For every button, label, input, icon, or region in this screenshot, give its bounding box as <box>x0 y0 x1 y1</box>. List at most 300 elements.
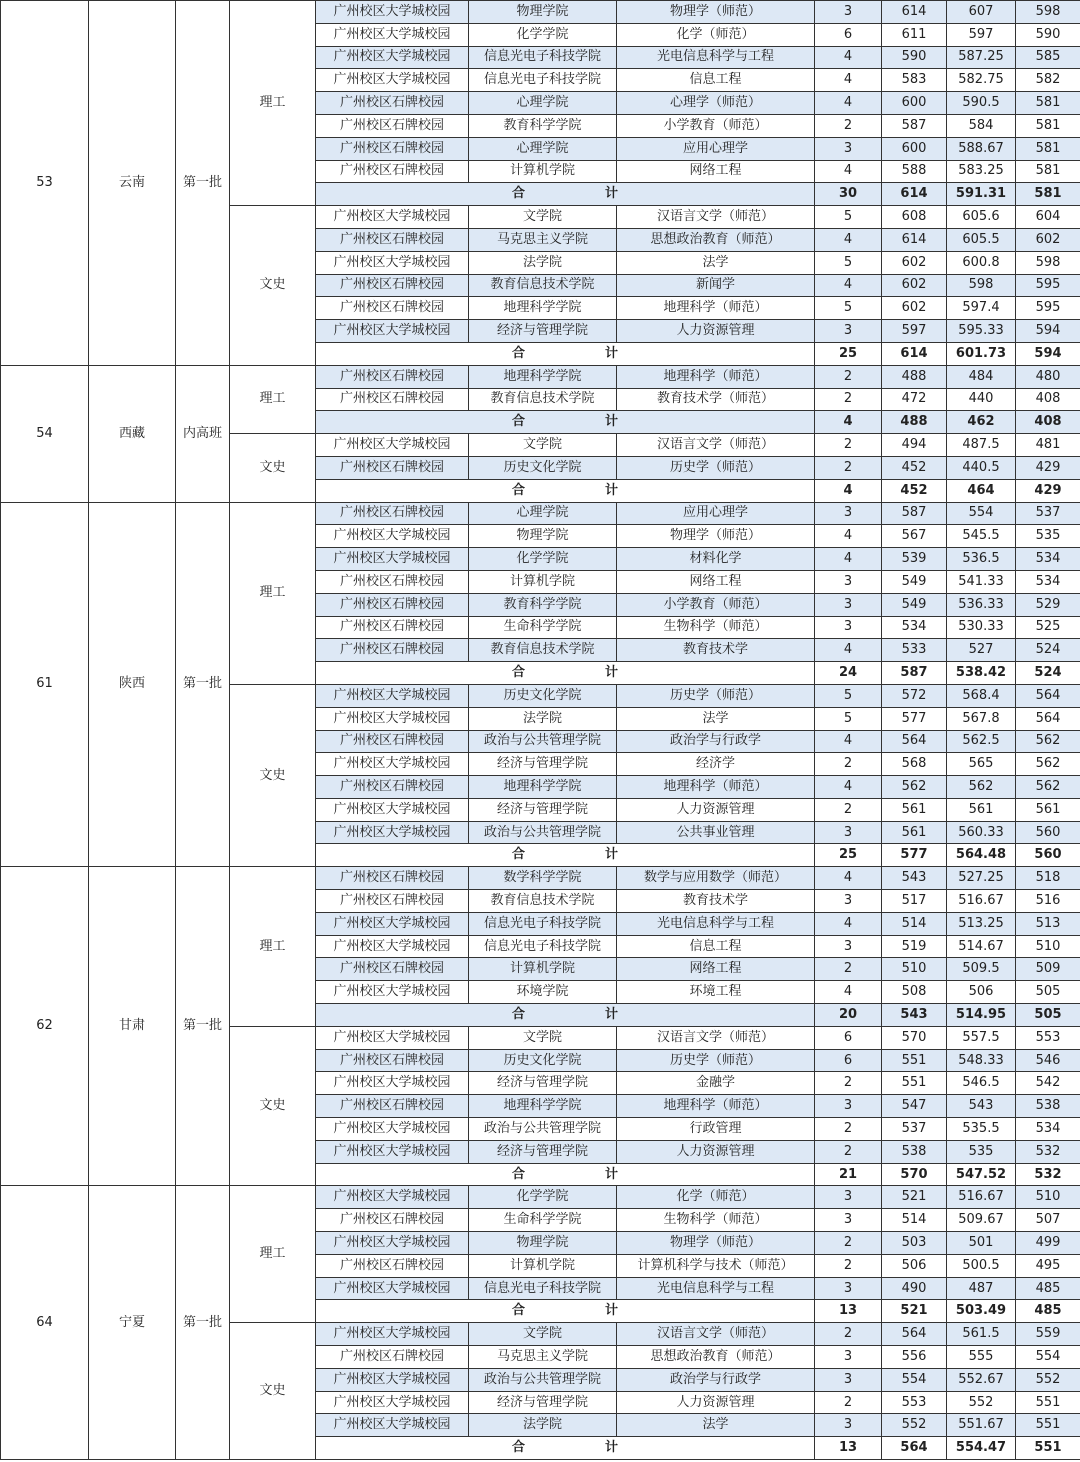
major-cell: 思想政治教育（师范） <box>617 1346 815 1369</box>
max-score-cell: 533 <box>882 639 947 662</box>
campus-cell: 广州校区大学城校园 <box>316 1277 469 1300</box>
college-cell: 政治与公共管理学院 <box>469 730 617 753</box>
total-label-char-2: 计 <box>605 414 619 430</box>
campus-cell: 广州校区石牌校园 <box>316 1254 469 1277</box>
campus-cell: 广州校区石牌校园 <box>316 502 469 525</box>
campus-cell: 广州校区大学城校园 <box>316 23 469 46</box>
campus-cell: 广州校区石牌校园 <box>316 890 469 913</box>
subject-type: 理工 <box>230 365 316 433</box>
min-score-cell: 553 <box>1016 1026 1080 1049</box>
max-score-cell: 506 <box>882 1254 947 1277</box>
avg-score-cell: 500.5 <box>947 1254 1016 1277</box>
min-score-cell: 481 <box>1016 434 1080 457</box>
min-score-cell: 524 <box>1016 639 1080 662</box>
max-score-cell: 590 <box>882 46 947 69</box>
subject-type: 理工 <box>230 867 316 1027</box>
college-cell: 经济与管理学院 <box>469 320 617 343</box>
min-score-cell: 542 <box>1016 1072 1080 1095</box>
min-score-cell: 532 <box>1016 1140 1080 1163</box>
max-score-cell: 614 <box>882 1 947 24</box>
enrollment-count-cell: 4 <box>815 867 882 890</box>
min-score-cell: 518 <box>1016 867 1080 890</box>
enrollment-count-cell: 2 <box>815 1118 882 1141</box>
total-max-cell: 577 <box>882 844 947 867</box>
max-score-cell: 539 <box>882 548 947 571</box>
avg-score-cell: 597.4 <box>947 297 1016 320</box>
avg-score-cell: 560.33 <box>947 821 1016 844</box>
max-score-cell: 514 <box>882 1209 947 1232</box>
subject-type: 文史 <box>230 206 316 366</box>
campus-cell: 广州校区大学城校园 <box>316 1140 469 1163</box>
min-score-cell: 534 <box>1016 548 1080 571</box>
avg-score-cell: 561 <box>947 798 1016 821</box>
min-score-cell: 562 <box>1016 753 1080 776</box>
college-cell: 历史文化学院 <box>469 684 617 707</box>
min-score-cell: 507 <box>1016 1209 1080 1232</box>
province-number: 61 <box>1 502 89 867</box>
enrollment-count-cell: 2 <box>815 1232 882 1255</box>
campus-cell: 广州校区石牌校园 <box>316 365 469 388</box>
min-score-cell: 546 <box>1016 1049 1080 1072</box>
max-score-cell: 561 <box>882 821 947 844</box>
max-score-cell: 549 <box>882 593 947 616</box>
min-score-cell: 551 <box>1016 1391 1080 1414</box>
major-cell: 汉语言文学（师范） <box>617 434 815 457</box>
campus-cell: 广州校区大学城校园 <box>316 981 469 1004</box>
province-name: 宁夏 <box>89 1186 176 1460</box>
enrollment-count-cell: 2 <box>815 114 882 137</box>
campus-cell: 广州校区石牌校园 <box>316 639 469 662</box>
major-cell: 公共事业管理 <box>617 821 815 844</box>
max-score-cell: 538 <box>882 1140 947 1163</box>
max-score-cell: 611 <box>882 23 947 46</box>
enrollment-count-cell: 4 <box>815 776 882 799</box>
major-cell: 新闻学 <box>617 274 815 297</box>
total-label-char-1: 合 <box>511 186 525 202</box>
avg-score-cell: 535 <box>947 1140 1016 1163</box>
avg-score-cell: 543 <box>947 1095 1016 1118</box>
total-label <box>316 183 815 206</box>
enrollment-count-cell: 4 <box>815 274 882 297</box>
min-score-cell: 598 <box>1016 1 1080 24</box>
avg-score-cell: 513.25 <box>947 912 1016 935</box>
total-min-cell: 429 <box>1016 479 1080 502</box>
max-score-cell: 534 <box>882 616 947 639</box>
min-score-cell: 602 <box>1016 228 1080 251</box>
enrollment-count-cell: 2 <box>815 456 882 479</box>
campus-cell: 广州校区石牌校园 <box>316 1209 469 1232</box>
enrollment-count-cell: 4 <box>815 46 882 69</box>
college-cell: 化学学院 <box>469 23 617 46</box>
total-max-cell: 452 <box>882 479 947 502</box>
campus-cell: 广州校区大学城校园 <box>316 525 469 548</box>
min-score-cell: 480 <box>1016 365 1080 388</box>
college-cell: 经济与管理学院 <box>469 1391 617 1414</box>
enrollment-count-cell: 4 <box>815 981 882 1004</box>
enrollment-count-cell: 3 <box>815 1277 882 1300</box>
college-cell: 计算机学院 <box>469 570 617 593</box>
campus-cell: 广州校区石牌校园 <box>316 274 469 297</box>
total-label-char-2: 计 <box>605 847 619 863</box>
max-score-cell: 508 <box>882 981 947 1004</box>
max-score-cell: 588 <box>882 160 947 183</box>
avg-score-cell: 590.5 <box>947 92 1016 115</box>
avg-score-cell: 583.25 <box>947 160 1016 183</box>
college-cell: 地理科学学院 <box>469 365 617 388</box>
enrollment-count-cell: 3 <box>815 137 882 160</box>
max-score-cell: 562 <box>882 776 947 799</box>
max-score-cell: 602 <box>882 297 947 320</box>
major-cell: 教育技术学 <box>617 890 815 913</box>
major-cell: 物理学（师范） <box>617 1 815 24</box>
campus-cell: 广州校区石牌校园 <box>316 730 469 753</box>
max-score-cell: 549 <box>882 570 947 593</box>
avg-score-cell: 597 <box>947 23 1016 46</box>
college-cell: 经济与管理学院 <box>469 1140 617 1163</box>
campus-cell: 广州校区大学城校园 <box>316 1414 469 1437</box>
max-score-cell: 602 <box>882 274 947 297</box>
total-count-cell: 25 <box>815 844 882 867</box>
enrollment-count-cell: 2 <box>815 1072 882 1095</box>
min-score-cell: 552 <box>1016 1368 1080 1391</box>
avg-score-cell: 582.75 <box>947 69 1016 92</box>
college-cell: 马克思主义学院 <box>469 1346 617 1369</box>
enrollment-count-cell: 5 <box>815 707 882 730</box>
min-score-cell: 554 <box>1016 1346 1080 1369</box>
admission-batch: 第一批 <box>176 1 230 366</box>
campus-cell: 广州校区大学城校园 <box>316 1186 469 1209</box>
max-score-cell: 551 <box>882 1049 947 1072</box>
enrollment-count-cell: 4 <box>815 228 882 251</box>
admission-batch: 内高班 <box>176 365 230 502</box>
avg-score-cell: 501 <box>947 1232 1016 1255</box>
college-cell: 教育信息技术学院 <box>469 639 617 662</box>
min-score-cell: 581 <box>1016 92 1080 115</box>
max-score-cell: 452 <box>882 456 947 479</box>
enrollment-count-cell: 3 <box>815 616 882 639</box>
total-label-char-2: 计 <box>605 186 619 202</box>
avg-score-cell: 527.25 <box>947 867 1016 890</box>
avg-score-cell: 561.5 <box>947 1323 1016 1346</box>
enrollment-count-cell: 4 <box>815 92 882 115</box>
campus-cell: 广州校区大学城校园 <box>316 1 469 24</box>
total-label-char-1: 合 <box>511 1166 525 1182</box>
enrollment-count-cell: 2 <box>815 1254 882 1277</box>
max-score-cell: 600 <box>882 137 947 160</box>
avg-score-cell: 595.33 <box>947 320 1016 343</box>
enrollment-count-cell: 2 <box>815 753 882 776</box>
avg-score-cell: 584 <box>947 114 1016 137</box>
min-score-cell: 561 <box>1016 798 1080 821</box>
max-score-cell: 600 <box>882 92 947 115</box>
subject-type: 文史 <box>230 434 316 502</box>
college-cell: 心理学院 <box>469 137 617 160</box>
major-cell: 经济学 <box>617 753 815 776</box>
min-score-cell: 595 <box>1016 297 1080 320</box>
max-score-cell: 567 <box>882 525 947 548</box>
college-cell: 计算机学院 <box>469 1254 617 1277</box>
major-cell: 光电信息科学与工程 <box>617 912 815 935</box>
province-name: 西藏 <box>89 365 176 502</box>
total-label-char-1: 合 <box>511 482 525 498</box>
major-cell: 地理科学（师范） <box>617 365 815 388</box>
province-name: 云南 <box>89 1 176 366</box>
total-label <box>316 1004 815 1027</box>
total-label-char-1: 合 <box>511 345 525 361</box>
college-cell: 数学科学学院 <box>469 867 617 890</box>
avg-score-cell: 535.5 <box>947 1118 1016 1141</box>
major-cell: 法学 <box>617 1414 815 1437</box>
campus-cell: 广州校区大学城校园 <box>316 251 469 274</box>
avg-score-cell: 440 <box>947 388 1016 411</box>
enrollment-count-cell: 4 <box>815 525 882 548</box>
college-cell: 历史文化学院 <box>469 456 617 479</box>
college-cell: 信息光电子科技学院 <box>469 69 617 92</box>
enrollment-count-cell: 3 <box>815 1209 882 1232</box>
min-score-cell: 581 <box>1016 160 1080 183</box>
province-number: 64 <box>1 1186 89 1460</box>
max-score-cell: 568 <box>882 753 947 776</box>
min-score-cell: 562 <box>1016 730 1080 753</box>
enrollment-count-cell: 3 <box>815 890 882 913</box>
subject-type: 理工 <box>230 502 316 684</box>
total-min-cell: 532 <box>1016 1163 1080 1186</box>
total-count-cell: 13 <box>815 1437 882 1460</box>
enrollment-count-cell: 6 <box>815 1049 882 1072</box>
avg-score-cell: 551.67 <box>947 1414 1016 1437</box>
campus-cell: 广州校区大学城校园 <box>316 46 469 69</box>
table-body <box>1 1 1080 1460</box>
avg-score-cell: 546.5 <box>947 1072 1016 1095</box>
avg-score-cell: 487.5 <box>947 434 1016 457</box>
subject-type: 文史 <box>230 1026 316 1186</box>
avg-score-cell: 562.5 <box>947 730 1016 753</box>
total-count-cell: 4 <box>815 411 882 434</box>
major-cell: 教育技术学（师范） <box>617 388 815 411</box>
campus-cell: 广州校区大学城校园 <box>316 821 469 844</box>
campus-cell: 广州校区大学城校园 <box>316 1072 469 1095</box>
avg-score-cell: 530.33 <box>947 616 1016 639</box>
total-count-cell: 4 <box>815 479 882 502</box>
campus-cell: 广州校区大学城校园 <box>316 1323 469 1346</box>
total-count-cell: 24 <box>815 662 882 685</box>
min-score-cell: 564 <box>1016 707 1080 730</box>
avg-score-cell: 536.5 <box>947 548 1016 571</box>
province-number: 53 <box>1 1 89 366</box>
subject-type: 文史 <box>230 1323 316 1460</box>
min-score-cell: 590 <box>1016 23 1080 46</box>
major-cell: 信息工程 <box>617 935 815 958</box>
college-cell: 信息光电子科技学院 <box>469 46 617 69</box>
major-cell: 网络工程 <box>617 160 815 183</box>
min-score-cell: 485 <box>1016 1277 1080 1300</box>
total-label <box>316 479 815 502</box>
college-cell: 政治与公共管理学院 <box>469 821 617 844</box>
total-label-char-2: 计 <box>605 345 619 361</box>
enrollment-count-cell: 3 <box>815 1368 882 1391</box>
college-cell: 物理学院 <box>469 1 617 24</box>
avg-score-cell: 506 <box>947 981 1016 1004</box>
admission-batch: 第一批 <box>176 502 230 867</box>
min-score-cell: 537 <box>1016 502 1080 525</box>
min-score-cell: 516 <box>1016 890 1080 913</box>
total-count-cell: 25 <box>815 342 882 365</box>
college-cell: 环境学院 <box>469 981 617 1004</box>
avg-score-cell: 527 <box>947 639 1016 662</box>
total-avg-cell: 564.48 <box>947 844 1016 867</box>
major-cell: 法学 <box>617 707 815 730</box>
campus-cell: 广州校区大学城校园 <box>316 684 469 707</box>
total-label <box>316 1163 815 1186</box>
max-score-cell: 552 <box>882 1414 947 1437</box>
min-score-cell: 594 <box>1016 320 1080 343</box>
college-cell: 经济与管理学院 <box>469 753 617 776</box>
major-cell: 信息工程 <box>617 69 815 92</box>
max-score-cell: 554 <box>882 1368 947 1391</box>
total-avg-cell: 462 <box>947 411 1016 434</box>
total-max-cell: 587 <box>882 662 947 685</box>
enrollment-count-cell: 3 <box>815 1346 882 1369</box>
college-cell: 信息光电子科技学院 <box>469 912 617 935</box>
max-score-cell: 521 <box>882 1186 947 1209</box>
college-cell: 文学院 <box>469 1323 617 1346</box>
campus-cell: 广州校区石牌校园 <box>316 1049 469 1072</box>
enrollment-count-cell: 5 <box>815 297 882 320</box>
avg-score-cell: 548.33 <box>947 1049 1016 1072</box>
max-score-cell: 551 <box>882 1072 947 1095</box>
total-label-char-1: 合 <box>511 665 525 680</box>
total-avg-cell: 464 <box>947 479 1016 502</box>
campus-cell: 广州校区石牌校园 <box>316 114 469 137</box>
min-score-cell: 559 <box>1016 1323 1080 1346</box>
avg-score-cell: 557.5 <box>947 1026 1016 1049</box>
enrollment-count-cell: 4 <box>815 639 882 662</box>
min-score-cell: 581 <box>1016 137 1080 160</box>
enrollment-count-cell: 2 <box>815 1140 882 1163</box>
campus-cell: 广州校区大学城校园 <box>316 912 469 935</box>
subject-type: 文史 <box>230 684 316 866</box>
campus-cell: 广州校区石牌校园 <box>316 92 469 115</box>
province-number: 62 <box>1 867 89 1186</box>
total-avg-cell: 601.73 <box>947 342 1016 365</box>
min-score-cell: 538 <box>1016 1095 1080 1118</box>
max-score-cell: 587 <box>882 114 947 137</box>
max-score-cell: 564 <box>882 730 947 753</box>
college-cell: 文学院 <box>469 434 617 457</box>
enrollment-count-cell: 4 <box>815 69 882 92</box>
major-cell: 心理学（师范） <box>617 92 815 115</box>
enrollment-count-cell: 6 <box>815 1026 882 1049</box>
max-score-cell: 561 <box>882 798 947 821</box>
major-cell: 思想政治教育（师范） <box>617 228 815 251</box>
total-max-cell: 543 <box>882 1004 947 1027</box>
major-cell: 生物科学（师范） <box>617 1209 815 1232</box>
major-cell: 历史学（师范） <box>617 1049 815 1072</box>
enrollment-count-cell: 3 <box>815 821 882 844</box>
enrollment-count-cell: 3 <box>815 1186 882 1209</box>
min-score-cell: 534 <box>1016 570 1080 593</box>
total-label <box>316 662 815 685</box>
major-cell: 汉语言文学（师范） <box>617 1026 815 1049</box>
total-label-char-2: 计 <box>605 665 619 680</box>
province-name: 甘肃 <box>89 867 176 1186</box>
campus-cell: 广州校区大学城校园 <box>316 69 469 92</box>
college-cell: 政治与公共管理学院 <box>469 1118 617 1141</box>
total-avg-cell: 538.42 <box>947 662 1016 685</box>
campus-cell: 广州校区石牌校园 <box>316 593 469 616</box>
campus-cell: 广州校区大学城校园 <box>316 206 469 229</box>
college-cell: 马克思主义学院 <box>469 228 617 251</box>
college-cell: 信息光电子科技学院 <box>469 935 617 958</box>
subject-type: 理工 <box>230 1186 316 1323</box>
max-score-cell: 472 <box>882 388 947 411</box>
avg-score-cell: 516.67 <box>947 1186 1016 1209</box>
enrollment-count-cell: 4 <box>815 160 882 183</box>
avg-score-cell: 605.5 <box>947 228 1016 251</box>
campus-cell: 广州校区石牌校园 <box>316 160 469 183</box>
college-cell: 地理科学学院 <box>469 776 617 799</box>
campus-cell: 广州校区大学城校园 <box>316 1368 469 1391</box>
avg-score-cell: 516.67 <box>947 890 1016 913</box>
avg-score-cell: 554 <box>947 502 1016 525</box>
campus-cell: 广州校区大学城校园 <box>316 707 469 730</box>
college-cell: 法学院 <box>469 707 617 730</box>
min-score-cell: 534 <box>1016 1118 1080 1141</box>
max-score-cell: 490 <box>882 1277 947 1300</box>
college-cell: 法学院 <box>469 1414 617 1437</box>
total-label <box>316 844 815 867</box>
total-min-cell: 505 <box>1016 1004 1080 1027</box>
enrollment-count-cell: 2 <box>815 365 882 388</box>
total-label-char-1: 合 <box>511 1303 525 1319</box>
max-score-cell: 547 <box>882 1095 947 1118</box>
total-avg-cell: 514.95 <box>947 1004 1016 1027</box>
min-score-cell: 510 <box>1016 1186 1080 1209</box>
major-cell: 小学教育（师范） <box>617 114 815 137</box>
min-score-cell: 582 <box>1016 69 1080 92</box>
min-score-cell: 505 <box>1016 981 1080 1004</box>
min-score-cell: 525 <box>1016 616 1080 639</box>
major-cell: 应用心理学 <box>617 137 815 160</box>
min-score-cell: 408 <box>1016 388 1080 411</box>
major-cell: 数学与应用数学（师范） <box>617 867 815 890</box>
avg-score-cell: 555 <box>947 1346 1016 1369</box>
enrollment-count-cell: 2 <box>815 798 882 821</box>
avg-score-cell: 600.8 <box>947 251 1016 274</box>
total-label-char-2: 计 <box>605 1303 619 1319</box>
total-min-cell: 485 <box>1016 1300 1080 1323</box>
campus-cell: 广州校区石牌校园 <box>316 958 469 981</box>
max-score-cell: 553 <box>882 1391 947 1414</box>
admission-batch: 第一批 <box>176 1186 230 1460</box>
avg-score-cell: 598 <box>947 274 1016 297</box>
max-score-cell: 503 <box>882 1232 947 1255</box>
college-cell: 物理学院 <box>469 1232 617 1255</box>
total-count-cell: 20 <box>815 1004 882 1027</box>
avg-score-cell: 562 <box>947 776 1016 799</box>
campus-cell: 广州校区石牌校园 <box>316 616 469 639</box>
total-min-cell: 581 <box>1016 183 1080 206</box>
college-cell: 教育信息技术学院 <box>469 890 617 913</box>
max-score-cell: 510 <box>882 958 947 981</box>
total-max-cell: 614 <box>882 183 947 206</box>
college-cell: 历史文化学院 <box>469 1049 617 1072</box>
max-score-cell: 577 <box>882 707 947 730</box>
enrollment-count-cell: 3 <box>815 1 882 24</box>
avg-score-cell: 440.5 <box>947 456 1016 479</box>
enrollment-count-cell: 5 <box>815 684 882 707</box>
campus-cell: 广州校区大学城校园 <box>316 753 469 776</box>
